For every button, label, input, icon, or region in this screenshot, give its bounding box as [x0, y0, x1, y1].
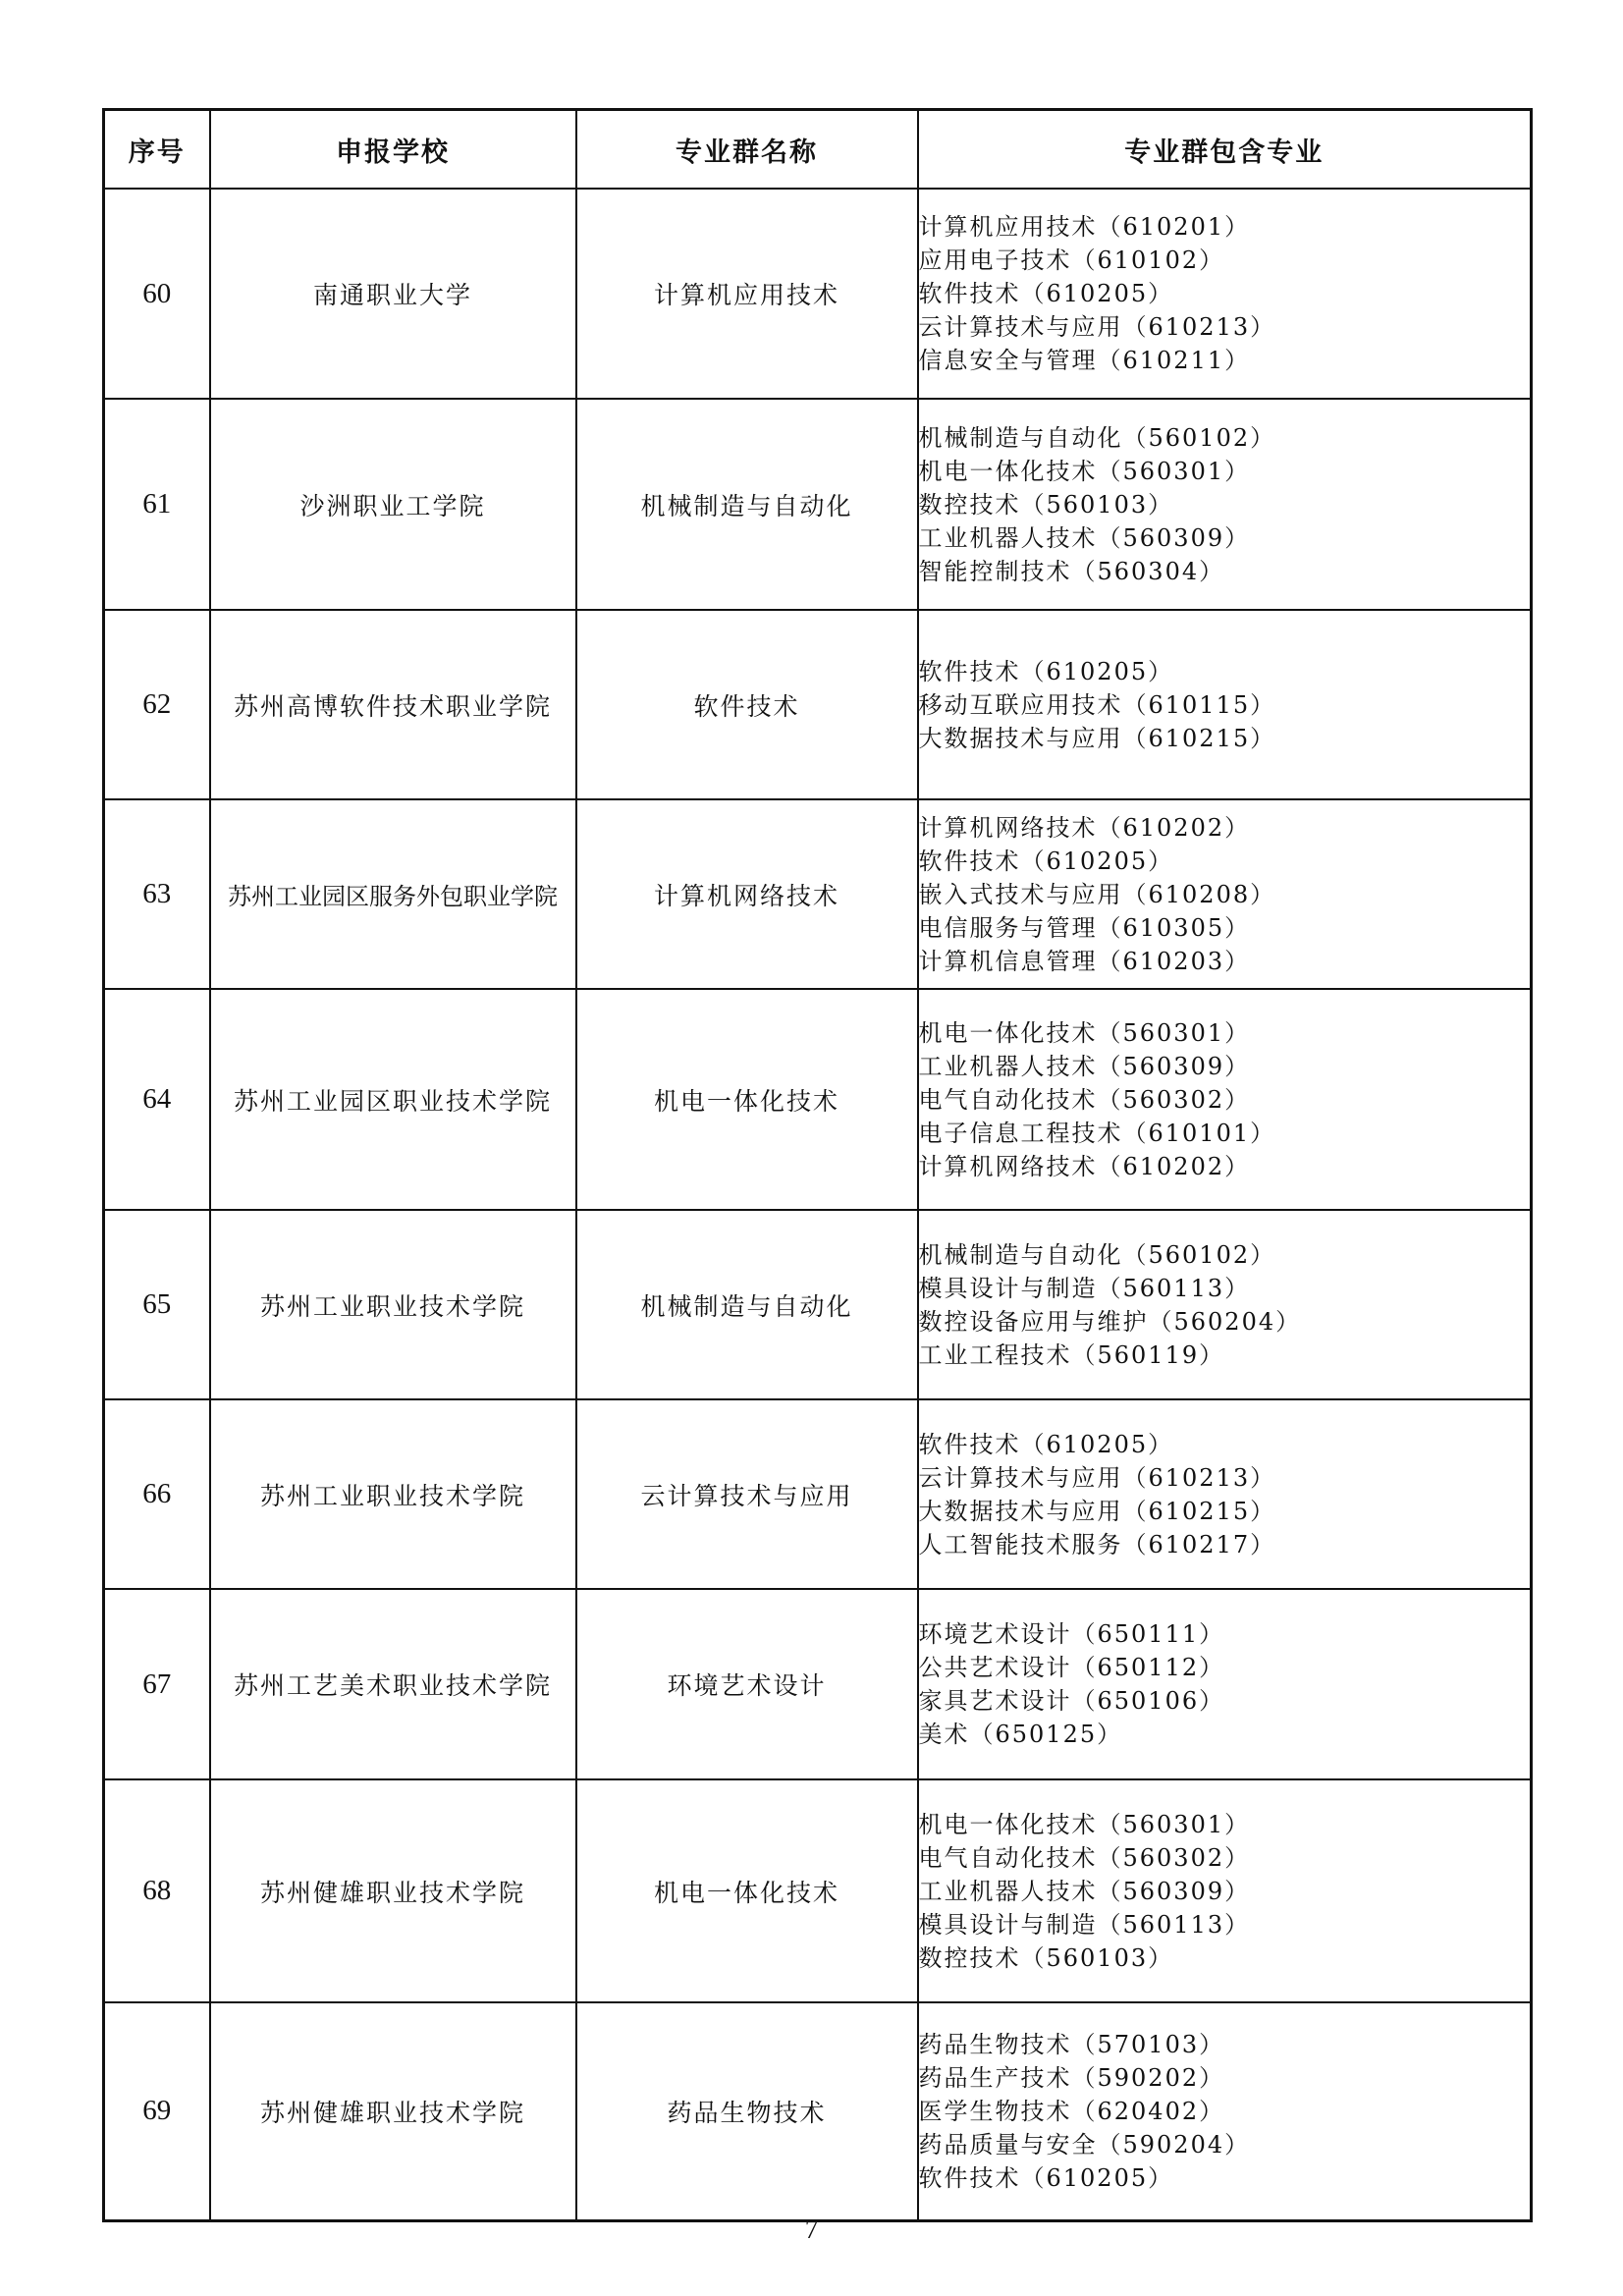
major-item: 医学生物技术（620402）: [918, 2097, 1225, 2125]
row-majors: [918, 399, 1532, 610]
row-school: 苏州工艺美术职业技术学院: [210, 1589, 576, 1779]
major-item: 药品生产技术（590202）: [918, 2063, 1225, 2092]
major-item: 电气自动化技术（560302）: [918, 1843, 1251, 1872]
major-item: 移动互联应用技术（610115）: [918, 690, 1276, 719]
majors-table-container: [102, 108, 1530, 2222]
row-school: 苏州工业园区职业技术学院: [210, 989, 576, 1210]
table-row: [104, 189, 1532, 399]
table-row: [104, 2002, 1532, 2220]
major-item: 软件技术（610205）: [918, 1430, 1174, 1458]
table-header-row: [104, 110, 1532, 190]
row-majors: [918, 989, 1532, 1210]
row-school: 苏州健雄职业技术学院: [210, 2002, 576, 2220]
major-item: 云计算技术与应用（610213）: [918, 1463, 1276, 1492]
major-item: 公共艺术设计（650112）: [918, 1654, 1225, 1681]
major-item: 软件技术（610205）: [918, 657, 1174, 685]
major-item: 模具设计与制造（560113）: [918, 1274, 1251, 1302]
major-item: 家具艺术设计（650106）: [918, 1687, 1225, 1715]
major-item: 模具设计与制造（560113）: [918, 1910, 1251, 1939]
major-item: 工业机器人技术（560309）: [918, 1052, 1251, 1080]
table-row: [104, 1399, 1532, 1589]
header-majors: 专业群包含专业: [918, 110, 1532, 190]
major-item: 大数据技术与应用（610215）: [918, 1497, 1276, 1525]
table-row: [104, 610, 1532, 799]
major-item: 电子信息工程技术（610101）: [918, 1119, 1276, 1147]
table-row: [104, 799, 1532, 989]
major-item: 软件技术（610205）: [918, 2163, 1174, 2192]
major-item: 计算机应用技术（610201）: [918, 213, 1251, 241]
major-item: 数控设备应用与维护（560204）: [918, 1307, 1302, 1336]
major-item: 计算机信息管理（610203）: [918, 947, 1251, 975]
row-group: 计算机网络技术: [576, 799, 918, 989]
major-item: 应用电子技术（610102）: [918, 246, 1225, 274]
row-group: 机电一体化技术: [576, 989, 918, 1210]
row-num: 64: [104, 989, 210, 1210]
row-majors: [918, 610, 1532, 799]
major-item: 机电一体化技术（560301）: [918, 1810, 1251, 1838]
header-school: 申报学校: [210, 110, 576, 190]
row-majors: [918, 1589, 1532, 1779]
row-num: 63: [104, 799, 210, 989]
row-group: 机电一体化技术: [576, 1779, 918, 2002]
row-group: 云计算技术与应用: [576, 1399, 918, 1589]
row-num: 68: [104, 1779, 210, 2002]
table-row: [104, 399, 1532, 610]
row-num: 69: [104, 2002, 210, 2220]
row-majors: [918, 1779, 1532, 2002]
row-majors: [918, 799, 1532, 989]
major-item: 工业工程技术（560119）: [918, 1340, 1225, 1369]
major-item: 工业机器人技术（560309）: [918, 1877, 1251, 1905]
table-row: [104, 1779, 1532, 2002]
major-item: 云计算技术与应用（610213）: [918, 313, 1276, 341]
row-group: 环境艺术设计: [576, 1589, 918, 1779]
major-item: 美术（650125）: [918, 1721, 1123, 1748]
major-item: 机械制造与自动化（560102）: [918, 1240, 1276, 1269]
major-item: 数控技术（560103）: [918, 490, 1174, 519]
row-num: 62: [104, 610, 210, 799]
row-group: 机械制造与自动化: [576, 399, 918, 610]
row-num: 60: [104, 189, 210, 399]
major-item: 计算机网络技术（610202）: [918, 813, 1251, 842]
table-row: [104, 1210, 1532, 1399]
row-num: 67: [104, 1589, 210, 1779]
major-item: 电气自动化技术（560302）: [918, 1085, 1251, 1114]
major-item: 机电一体化技术（560301）: [918, 457, 1251, 485]
row-num: 65: [104, 1210, 210, 1399]
row-group: 机械制造与自动化: [576, 1210, 918, 1399]
major-item: 人工智能技术服务（610217）: [918, 1530, 1276, 1558]
major-item: 环境艺术设计（650111）: [918, 1620, 1225, 1648]
page-number: 7: [804, 2214, 819, 2244]
row-majors: [918, 1210, 1532, 1399]
row-school: 苏州高博软件技术职业学院: [210, 610, 576, 799]
major-item: 大数据技术与应用（610215）: [918, 724, 1276, 752]
major-item: 药品质量与安全（590204）: [918, 2130, 1251, 2159]
header-group: 专业群名称: [576, 110, 918, 190]
major-item: 软件技术（610205）: [918, 847, 1174, 875]
major-item: 数控技术（560103）: [918, 1943, 1174, 1972]
major-item: 智能控制技术（560304）: [918, 557, 1225, 585]
table-row: [104, 989, 1532, 1210]
majors-table: [102, 108, 1533, 2222]
table-row: [104, 1589, 1532, 1779]
major-item: 机电一体化技术（560301）: [918, 1018, 1251, 1047]
row-school: 苏州健雄职业技术学院: [210, 1779, 576, 2002]
row-school: 沙洲职业工学院: [210, 399, 576, 610]
major-item: 工业机器人技术（560309）: [918, 523, 1251, 552]
row-school: 苏州工业园区服务外包职业学院: [210, 799, 576, 989]
row-num: 66: [104, 1399, 210, 1589]
row-group: 计算机应用技术: [576, 189, 918, 399]
row-majors: [918, 1399, 1532, 1589]
row-group: 药品生物技术: [576, 2002, 918, 2220]
major-item: 嵌入式技术与应用（610208）: [918, 880, 1276, 908]
row-majors: [918, 2002, 1532, 2220]
major-item: 机械制造与自动化（560102）: [918, 423, 1276, 452]
header-num: 序号: [104, 110, 210, 190]
major-item: 软件技术（610205）: [918, 280, 1174, 307]
row-num: 61: [104, 399, 210, 610]
major-item: 电信服务与管理（610305）: [918, 913, 1251, 942]
row-school: 苏州工业职业技术学院: [210, 1210, 576, 1399]
row-group: 软件技术: [576, 610, 918, 799]
row-school: 南通职业大学: [210, 189, 576, 399]
major-item: 药品生物技术（570103）: [918, 2030, 1225, 2058]
major-item: 信息安全与管理（610211）: [918, 347, 1251, 374]
major-item: 计算机网络技术（610202）: [918, 1152, 1251, 1180]
row-majors: [918, 189, 1532, 399]
row-school: 苏州工业职业技术学院: [210, 1399, 576, 1589]
